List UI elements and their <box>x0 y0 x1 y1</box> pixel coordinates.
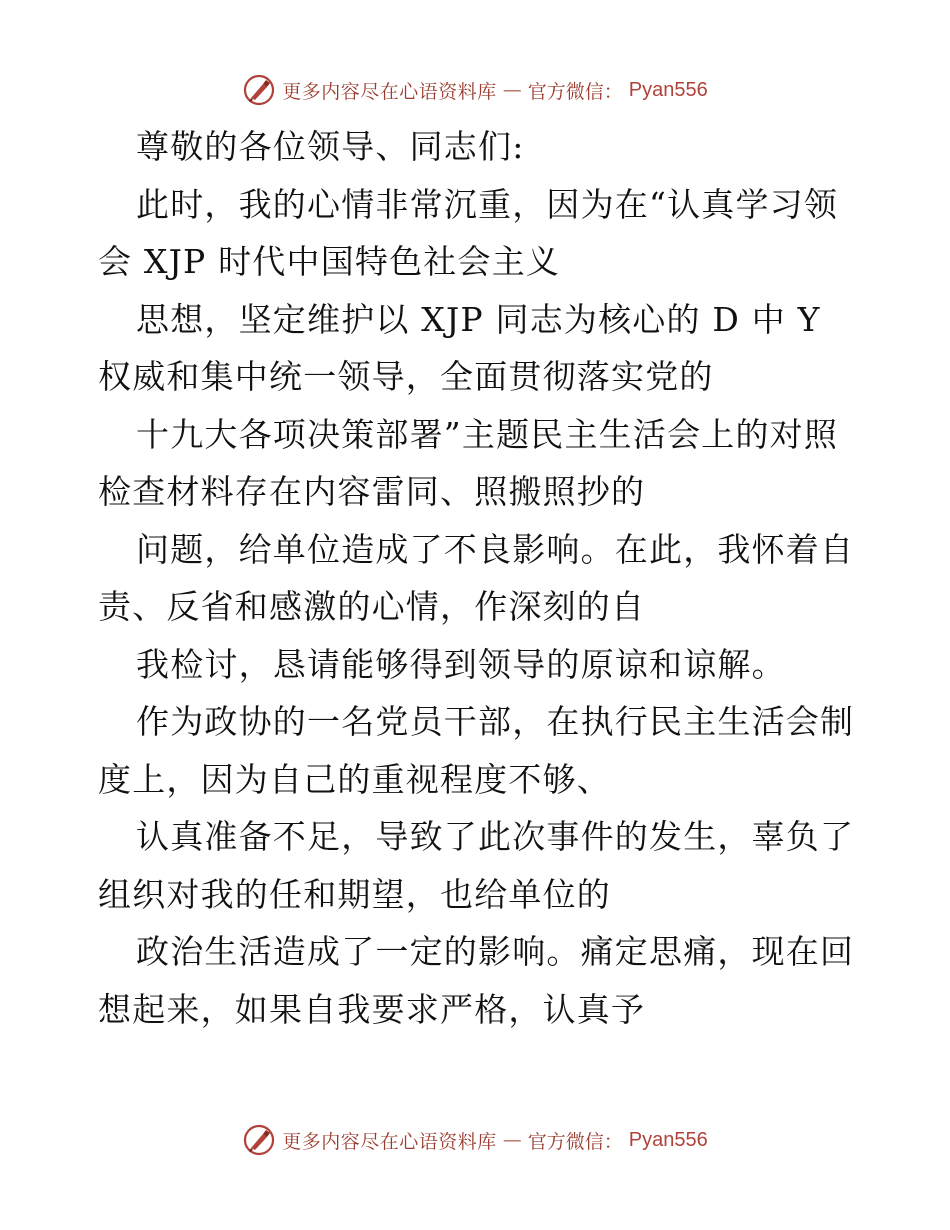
pen-logo-icon <box>242 73 276 107</box>
watermark-id: Pyan556 <box>628 1128 708 1151</box>
text-line: 尊敬的各位领导、同志们: <box>136 127 525 166</box>
text-line: 组织对我的任和期望，也给单位的 <box>98 874 611 914</box>
pen-logo-icon <box>242 1123 276 1157</box>
text-line: 问题，给单位造成了不良影响。在此，我怀着自 <box>136 529 855 569</box>
text-line: 会 XJP 时代中国特色社会主义 <box>98 242 561 281</box>
watermark-label: 官方微信： <box>527 1130 623 1153</box>
text-line: 十九大各项决策部署”主题民主生活会上的对照 <box>136 414 839 454</box>
text-line: 度上，因为自己的重视程度不够、 <box>98 759 611 799</box>
text-line: 此时，我的心情非常沉重，因为在“认真学习领 <box>136 184 839 224</box>
footer-watermark <box>0 1120 950 1160</box>
watermark-text: 更多内容尽在心语资料库 <box>282 1130 497 1153</box>
text-line: 作为政协的一名党员干部，在执行民主生活会制 <box>136 702 855 741</box>
text-line: 检查材料存在内容雷同、照搬照抄的 <box>98 472 646 511</box>
header-watermark <box>0 70 950 110</box>
text-line: 责、反省和感激的心情，作深刻的自 <box>98 587 646 626</box>
text-line: 权威和集中统一领导，全面贯彻落实党的 <box>98 357 714 396</box>
document-body <box>98 118 858 1038</box>
text-line: 认真准备不足，导致了此次事件的发生，辜负了 <box>136 817 855 856</box>
text-line: 想起来，如果自我要求严格，认真予 <box>98 989 646 1029</box>
text-line: 政治生活造成了一定的影响。痛定思痛，现在回 <box>136 932 855 971</box>
watermark-label: 官方微信： <box>527 80 623 103</box>
text-line: 我检讨，恳请能够得到领导的原谅和谅解。 <box>136 644 786 684</box>
text-line: 思想，坚定维护以 XJP 同志为核心的 D 中 Y <box>136 299 821 339</box>
watermark-separator: — <box>502 1129 522 1151</box>
watermark-separator: — <box>502 79 522 101</box>
watermark-text: 更多内容尽在心语资料库 <box>282 80 497 103</box>
watermark-id: Pyan556 <box>628 78 708 101</box>
